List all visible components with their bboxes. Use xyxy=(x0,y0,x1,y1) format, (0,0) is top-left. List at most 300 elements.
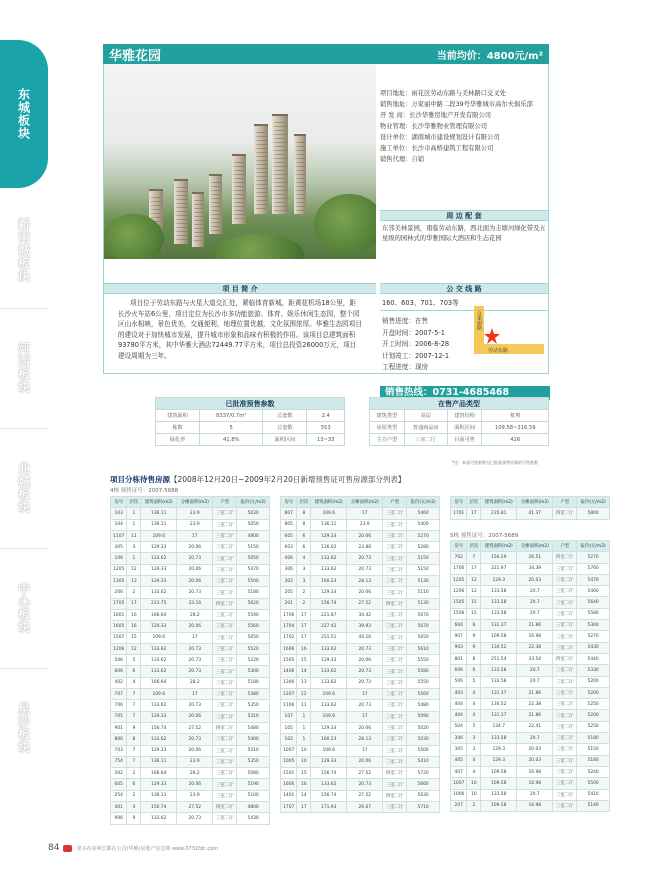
table-cell: 17 xyxy=(347,745,383,756)
table-cell: 三室二厅 xyxy=(213,609,237,620)
table-cell: 5610 xyxy=(407,643,440,654)
table-cell: 23.9 xyxy=(177,790,213,801)
column-header: 房号 xyxy=(451,497,467,508)
table-cell: 302 xyxy=(281,576,297,587)
table-cell: 129.33 xyxy=(141,576,177,587)
table-cell: 133.62 xyxy=(311,553,347,564)
table-cell: 305 xyxy=(451,744,467,755)
table-cell: 20.06 xyxy=(177,564,213,575)
table-cell: 129.33 xyxy=(311,530,347,541)
table-cell: 20.06 xyxy=(177,711,213,722)
table-row: 建筑面积 8337/0.7m² 总套数 2.4 xyxy=(156,410,345,422)
table-cell: 20.73 xyxy=(347,779,383,790)
table-cell: 133.62 xyxy=(311,700,347,711)
table-cell: 三室二厅 xyxy=(383,655,407,666)
table-cell: 703 xyxy=(111,745,127,756)
table-cell: 133.62 xyxy=(311,643,347,654)
table-cell: 136.11 xyxy=(141,790,177,801)
table-cell: 707 xyxy=(111,689,127,700)
price-table-1 xyxy=(110,496,270,825)
table-cell: 5430 xyxy=(577,642,610,653)
table-cell: 20.7 xyxy=(517,586,553,597)
table-cell: 12 xyxy=(467,574,481,585)
table-row xyxy=(281,621,440,632)
table-cell: 三室二厅 xyxy=(383,666,407,677)
table-cell: 5550 xyxy=(407,677,440,688)
table-cell: 306 xyxy=(451,733,467,744)
table-cell: 17 xyxy=(297,609,311,620)
table-cell: 20.03 xyxy=(517,744,553,755)
table-cell: 1406 xyxy=(281,666,297,677)
table-cell: 三室二厅 xyxy=(383,779,407,790)
location-map xyxy=(474,306,544,356)
table-cell: 7 xyxy=(127,711,141,722)
table-cell: 5140 xyxy=(577,800,610,811)
table-cell: 16 xyxy=(297,779,311,790)
price-list-title: 项目分栋待售房源【2008年12月20日~2009年2月20日新增预售证可售房源部分列表】 xyxy=(110,475,406,484)
table-cell: 26.51 xyxy=(517,552,553,563)
table-cell: 20.06 xyxy=(177,542,213,553)
table-row xyxy=(281,700,440,711)
table-cell: 5480 xyxy=(407,700,440,711)
table-cell: 14 xyxy=(297,790,311,801)
table-row xyxy=(111,519,270,530)
table-cell: 807 xyxy=(281,508,297,519)
logo-icon xyxy=(63,845,72,852)
table-cell: 109.58 xyxy=(481,800,517,811)
table-cell: 129.33 xyxy=(311,722,347,733)
table-cell: 三室二厅 xyxy=(213,587,237,598)
table-row xyxy=(451,744,610,755)
building-4-permit: 4栋 预售证号：2007-5688 xyxy=(110,488,179,494)
table-row xyxy=(451,608,610,619)
table-row: 建筑类型 高层 建筑结构 框剪 xyxy=(370,410,549,422)
table-cell: 20.06 xyxy=(177,621,213,632)
table-cell: 三室二厅 xyxy=(383,587,407,598)
table-row xyxy=(111,677,270,688)
table-cell: 166.64 xyxy=(141,677,177,688)
table-row xyxy=(281,598,440,609)
table-cell: 134.52 xyxy=(481,642,517,653)
table-cell: 156.74 xyxy=(311,768,347,779)
table-cell: 9 xyxy=(127,813,141,824)
table-cell: 606 xyxy=(111,666,127,677)
table-cell: 34.42 xyxy=(347,609,383,620)
table-cell: 28.13 xyxy=(347,576,383,587)
table-cell: 207 xyxy=(451,800,467,811)
table-cell: 5150 xyxy=(577,744,610,755)
table-cell: 17 xyxy=(177,632,213,643)
table-cell: 5630 xyxy=(407,790,440,801)
table-cell: 5380 xyxy=(237,689,270,700)
table-cell: 906 xyxy=(111,813,127,824)
table-cell: 1206 xyxy=(451,586,467,597)
table-cell: 三室二厅 xyxy=(553,789,577,800)
table-cell: 5200 xyxy=(577,676,610,687)
table-cell: 13 xyxy=(127,576,141,587)
table-cell: 2 xyxy=(467,800,481,811)
table-cell: 三室二厅 xyxy=(553,597,577,608)
table-row xyxy=(451,665,610,676)
table-cell: 23.88 xyxy=(347,542,383,553)
table-cell: 三室二厅 xyxy=(213,655,237,666)
table-cell: 三室二厅 xyxy=(213,666,237,677)
table-cell: 133.62 xyxy=(141,587,177,598)
table-cell: 20.06 xyxy=(347,587,383,598)
table-cell: 三室二厅 xyxy=(383,802,407,813)
table-cell: 1505 xyxy=(451,597,467,608)
table-cell: 21.86 xyxy=(517,687,553,698)
column-header: 建筑面积(m2) xyxy=(481,497,517,508)
table-cell: 5500 xyxy=(237,576,270,587)
table-cell: 133.62 xyxy=(141,813,177,824)
table-cell: 5080 xyxy=(237,768,270,779)
table-cell: 5650 xyxy=(407,632,440,643)
table-cell: 1505 xyxy=(281,655,297,666)
table-cell: 6 xyxy=(297,542,311,553)
table-cell: 17 xyxy=(347,689,383,700)
table-cell: 5250 xyxy=(577,721,610,732)
table-cell: 404 xyxy=(451,699,467,710)
table-row xyxy=(281,643,440,654)
table-cell: 5180 xyxy=(577,755,610,766)
table-cell: 三室二厅 xyxy=(383,508,407,519)
table-cell: 5180 xyxy=(237,677,270,688)
table-cell: 9 xyxy=(127,722,141,733)
table-row xyxy=(451,653,610,664)
table-cell: 1 xyxy=(127,508,141,519)
sidebar-item-xingsha[interactable]: 星沙板块 xyxy=(16,702,31,754)
table-row xyxy=(111,655,270,666)
table-row xyxy=(281,655,440,666)
table-cell: 9 xyxy=(467,631,481,642)
project-photo xyxy=(104,64,376,259)
table-cell: 134.52 xyxy=(481,699,517,710)
table-cell: 5240 xyxy=(577,766,610,777)
table-cell: 三室二厅 xyxy=(213,790,237,801)
table-cell: 41.37 xyxy=(517,508,553,519)
table-cell: 156.29 xyxy=(481,552,517,563)
table-cell: 44.16 xyxy=(347,632,383,643)
table-cell: 三室二厅 xyxy=(213,542,237,553)
page-number: 84 xyxy=(48,843,60,853)
table-cell: 5280 xyxy=(407,542,440,553)
table-cell: 1206 xyxy=(111,643,127,654)
table-cell: 227.42 xyxy=(311,621,347,632)
table-cell: 133.62 xyxy=(141,655,177,666)
table-cell: 5580 xyxy=(407,666,440,677)
column-header: 层次 xyxy=(467,497,481,508)
presale-params-table: 已批准预售参数 建筑面积 8337/0.7m² 总套数 2.4 栋数 5 总套数 553 绿化率 41.8% 面积区间 13~33 xyxy=(155,397,345,446)
table-cell: 三室二厅 xyxy=(383,564,407,575)
table-cell: 133.62 xyxy=(141,734,177,745)
table-cell: 20.7 xyxy=(517,733,553,744)
table-cell: 5180 xyxy=(577,733,610,744)
table-row xyxy=(111,711,270,722)
table-row xyxy=(111,700,270,711)
table-cell: 129.33 xyxy=(311,655,347,666)
table-cell: 109.6 xyxy=(311,711,347,722)
table-cell: 133.58 xyxy=(481,597,517,608)
table-row xyxy=(451,721,610,732)
table-cell: 5110 xyxy=(407,587,440,598)
table-row xyxy=(281,508,440,519)
column-header: 层次 xyxy=(297,497,311,508)
table-cell: 5650 xyxy=(237,632,270,643)
table-cell: 2 xyxy=(297,587,311,598)
table-cell: 131.37 xyxy=(481,687,517,698)
table-cell: 5 xyxy=(467,721,481,732)
table-cell: 5460 xyxy=(577,586,610,597)
table-cell: 17 xyxy=(297,632,311,643)
table-cell: 254 xyxy=(111,790,127,801)
table-cell: 13 xyxy=(297,677,311,688)
product-types-table: 在售产品类型 建筑类型 高层 建筑结构 框剪 房屋类型 普通商品房 面积区间 109.58~316.59 主力户型 三室二厅 目前可售 426 xyxy=(369,397,549,446)
table-cell: 221.97 xyxy=(481,563,517,574)
table-cell: 5150 xyxy=(407,553,440,564)
table-cell: 1501 xyxy=(281,768,297,779)
table-cell: 三室二厅 xyxy=(213,813,237,824)
sidebar-item-newsouth[interactable]: 新南城板块 xyxy=(16,217,31,283)
table-cell: 129.33 xyxy=(141,711,177,722)
table-cell: 4 xyxy=(127,677,141,688)
table-cell: 2 xyxy=(127,768,141,779)
table-cell: 三室二厅 xyxy=(213,711,237,722)
table-row xyxy=(451,563,610,574)
column-header: 建筑面积(m2) xyxy=(311,497,347,508)
table-cell: 5500 xyxy=(577,778,610,789)
table-cell: 5720 xyxy=(407,768,440,779)
table-cell: 213.75 xyxy=(141,598,177,609)
price-table-2 xyxy=(280,496,440,813)
table-cell: 三室二厅 xyxy=(553,800,577,811)
table-cell: 5660 xyxy=(407,779,440,790)
table-row xyxy=(281,745,440,756)
table-cell: 5550 xyxy=(407,655,440,666)
table-cell: 17 xyxy=(127,598,141,609)
sidebar-item-hexi[interactable]: 河西板块 xyxy=(16,342,31,394)
table-cell: 三室二厅 xyxy=(383,632,407,643)
table-cell: 107 xyxy=(281,711,297,722)
table-cell: 109.58 xyxy=(481,631,517,642)
table-cell: 202 xyxy=(111,768,127,779)
table-cell: 16.98 xyxy=(517,631,553,642)
table-cell: 16.98 xyxy=(517,766,553,777)
table-cell: 5180 xyxy=(237,587,270,598)
table-cell: 5270 xyxy=(407,530,440,541)
sidebar-item-east[interactable]: 东城板块 xyxy=(0,40,48,188)
table-row xyxy=(451,687,610,698)
table-cell: 16.98 xyxy=(517,800,553,811)
column-header: 分摊面积(m2) xyxy=(347,497,383,508)
table-cell: 5410 xyxy=(407,756,440,767)
table-cell: 15 xyxy=(467,608,481,619)
table-cell: 三室二厅 xyxy=(553,642,577,653)
table-cell: 23.9 xyxy=(177,519,213,530)
table-cell: 16 xyxy=(297,643,311,654)
table-cell: 7 xyxy=(127,700,141,711)
table-cell: 754 xyxy=(111,756,127,767)
table-cell: 20.03 xyxy=(517,574,553,585)
table-cell: 109.6 xyxy=(141,530,177,541)
table-cell: 5500 xyxy=(407,745,440,756)
table-cell: 156.74 xyxy=(311,598,347,609)
table-cell: 5030 xyxy=(237,508,270,519)
table-cell: 四室二厅 xyxy=(213,722,237,733)
sidebar-item-center[interactable]: 中心板块 xyxy=(16,582,31,634)
table-row xyxy=(111,564,270,575)
table-cell: 12 xyxy=(297,689,311,700)
table-row xyxy=(451,574,610,585)
table-cell: 156.74 xyxy=(141,802,177,813)
table-row xyxy=(281,530,440,541)
column-header: 房号 xyxy=(451,541,467,552)
table-cell: 四室二厅 xyxy=(383,768,407,779)
table-cell: 16.98 xyxy=(517,778,553,789)
column-header: 户型 xyxy=(213,497,237,508)
table-cell: 5020 xyxy=(407,722,440,733)
table-cell: 三室二厅 xyxy=(553,676,577,687)
table-cell: 136.11 xyxy=(311,519,347,530)
table-cell: 5410 xyxy=(577,789,610,800)
table-cell: 129.33 xyxy=(311,587,347,598)
table-cell: 5480 xyxy=(237,722,270,733)
table-cell: 129.3 xyxy=(481,744,517,755)
table-cell: 20.73 xyxy=(347,643,383,654)
table-cell: 20.03 xyxy=(517,755,553,766)
table-cell: 28.2 xyxy=(177,768,213,779)
table-cell: 5470 xyxy=(577,574,610,585)
table-row xyxy=(111,734,270,745)
table-cell: 136.02 xyxy=(311,542,347,553)
table-cell: 1 xyxy=(127,519,141,530)
table-cell: 2 xyxy=(127,587,141,598)
table-cell: 34.39 xyxy=(517,563,553,574)
table-cell: 7 xyxy=(127,689,141,700)
table-cell: 136.11 xyxy=(141,519,177,530)
table-cell: 133.62 xyxy=(311,677,347,688)
table-cell: 20.73 xyxy=(177,587,213,598)
table-cell: 103 xyxy=(111,508,127,519)
table-cell: 129.33 xyxy=(311,756,347,767)
table-row xyxy=(281,711,440,722)
table-cell: 1106 xyxy=(281,700,297,711)
table-cell: 1006 xyxy=(451,789,467,800)
table-cell: 7 xyxy=(127,756,141,767)
table-cell: 5350 xyxy=(237,700,270,711)
table-cell: 20.06 xyxy=(177,779,213,790)
table-cell: 6 xyxy=(467,620,481,631)
table-cell: 三室二厅 xyxy=(213,576,237,587)
table-cell: 1706 xyxy=(451,563,467,574)
table-row xyxy=(281,519,440,530)
table-cell: 3 xyxy=(297,564,311,575)
table-cell: 402 xyxy=(111,677,127,688)
table-cell: 15 xyxy=(467,597,481,608)
table-cell: 1107 xyxy=(111,530,127,541)
table-row xyxy=(111,802,270,813)
table-cell: 5620 xyxy=(237,598,270,609)
table-note: *注：本表可售套数为已批准预售房源的可售套数 xyxy=(452,460,538,465)
table-cell: 20.06 xyxy=(177,576,213,587)
table-cell: 20.06 xyxy=(347,722,383,733)
table-cell: 20.73 xyxy=(177,700,213,711)
column-header: 分摊面积(m2) xyxy=(177,497,213,508)
table-cell: 三室二厅 xyxy=(553,744,577,755)
table-row xyxy=(281,734,440,745)
table-cell: 三室二厅 xyxy=(553,687,577,698)
table-cell: 三室二厅 xyxy=(553,665,577,676)
building-5-permit: 5栋 预售证号：2007-5689 xyxy=(450,533,519,539)
table-row xyxy=(111,745,270,756)
table-cell: 403 xyxy=(451,687,467,698)
table-cell: 23.9 xyxy=(177,508,213,519)
table-row xyxy=(111,790,270,801)
project-title: 华雅花园 xyxy=(109,48,162,64)
table-cell: 17 xyxy=(177,689,213,700)
table-row xyxy=(451,755,610,766)
table-cell: 8 xyxy=(467,653,481,664)
table-cell: 28.2 xyxy=(177,609,213,620)
table-cell: 133.58 xyxy=(481,665,517,676)
sidebar-item-north[interactable]: 北城板块 xyxy=(16,462,31,514)
table-cell: 三室二厅 xyxy=(383,530,407,541)
table-row xyxy=(111,632,270,643)
table-cell: 5200 xyxy=(577,710,610,721)
table-row xyxy=(111,508,270,519)
table-row xyxy=(111,813,270,824)
table-cell: 5460 xyxy=(407,508,440,519)
table-cell: 5150 xyxy=(237,542,270,553)
table-row xyxy=(281,609,440,620)
table-cell: 11 xyxy=(127,530,141,541)
table-cell: 20.73 xyxy=(347,700,383,711)
table-cell: 136.11 xyxy=(141,508,177,519)
table-cell: 5300 xyxy=(237,666,270,677)
table-cell: 705 xyxy=(111,711,127,722)
table-row: 绿化率 41.8% 面积区间 13~33 xyxy=(156,434,345,446)
table-cell: 1207 xyxy=(281,689,297,700)
table-cell: 104 xyxy=(111,519,127,530)
table-cell: 251.54 xyxy=(481,653,517,664)
table-cell: 133.62 xyxy=(141,553,177,564)
table-row xyxy=(451,586,610,597)
table-cell: 17 xyxy=(347,711,383,722)
table-cell: 5130 xyxy=(407,576,440,587)
column-header: 报价(元/m2) xyxy=(407,497,440,508)
project-intro: 项 目 简 介 项目位于劳动东路与火星大道交汇处，紧临体育新城，距黄花机场18公里，距长沙火车站6公里，项目定位为长沙市多功能旅游、体育、娱乐休闲生态园，整个园区山水相映，景色优美，交通便利，地理位置优越，文化氛围浓厚。华雅生态园项目的建设对于加快城市发展，提升城市形象和品味有积极的作用。该项目总建筑面积93780平方米，其中华雅大酒店72449.77平方米，项目总投资26000万元，项目建设周期为三年。 xyxy=(104,283,376,365)
location-star-icon xyxy=(484,328,500,344)
table-cell: 129.33 xyxy=(141,779,177,790)
table-cell: 133.58 xyxy=(481,586,517,597)
table-row xyxy=(451,699,610,710)
table-cell: 160.23 xyxy=(311,576,347,587)
table-cell: 1 xyxy=(297,734,311,745)
table-cell: 2 xyxy=(127,790,141,801)
table-cell: 4 xyxy=(467,687,481,698)
table-cell: 129.33 xyxy=(141,542,177,553)
table-cell: 三室二厅 xyxy=(213,700,237,711)
table-cell: 20.73 xyxy=(347,677,383,688)
table-cell: 166.64 xyxy=(141,768,177,779)
table-cell: 5520 xyxy=(237,643,270,654)
table-cell: 三室二厅 xyxy=(213,564,237,575)
column-header: 分摊面积(m2) xyxy=(517,541,553,552)
column-header: 房号 xyxy=(281,497,297,508)
table-cell: 105 xyxy=(281,722,297,733)
table-row xyxy=(281,722,440,733)
table-row xyxy=(111,598,270,609)
